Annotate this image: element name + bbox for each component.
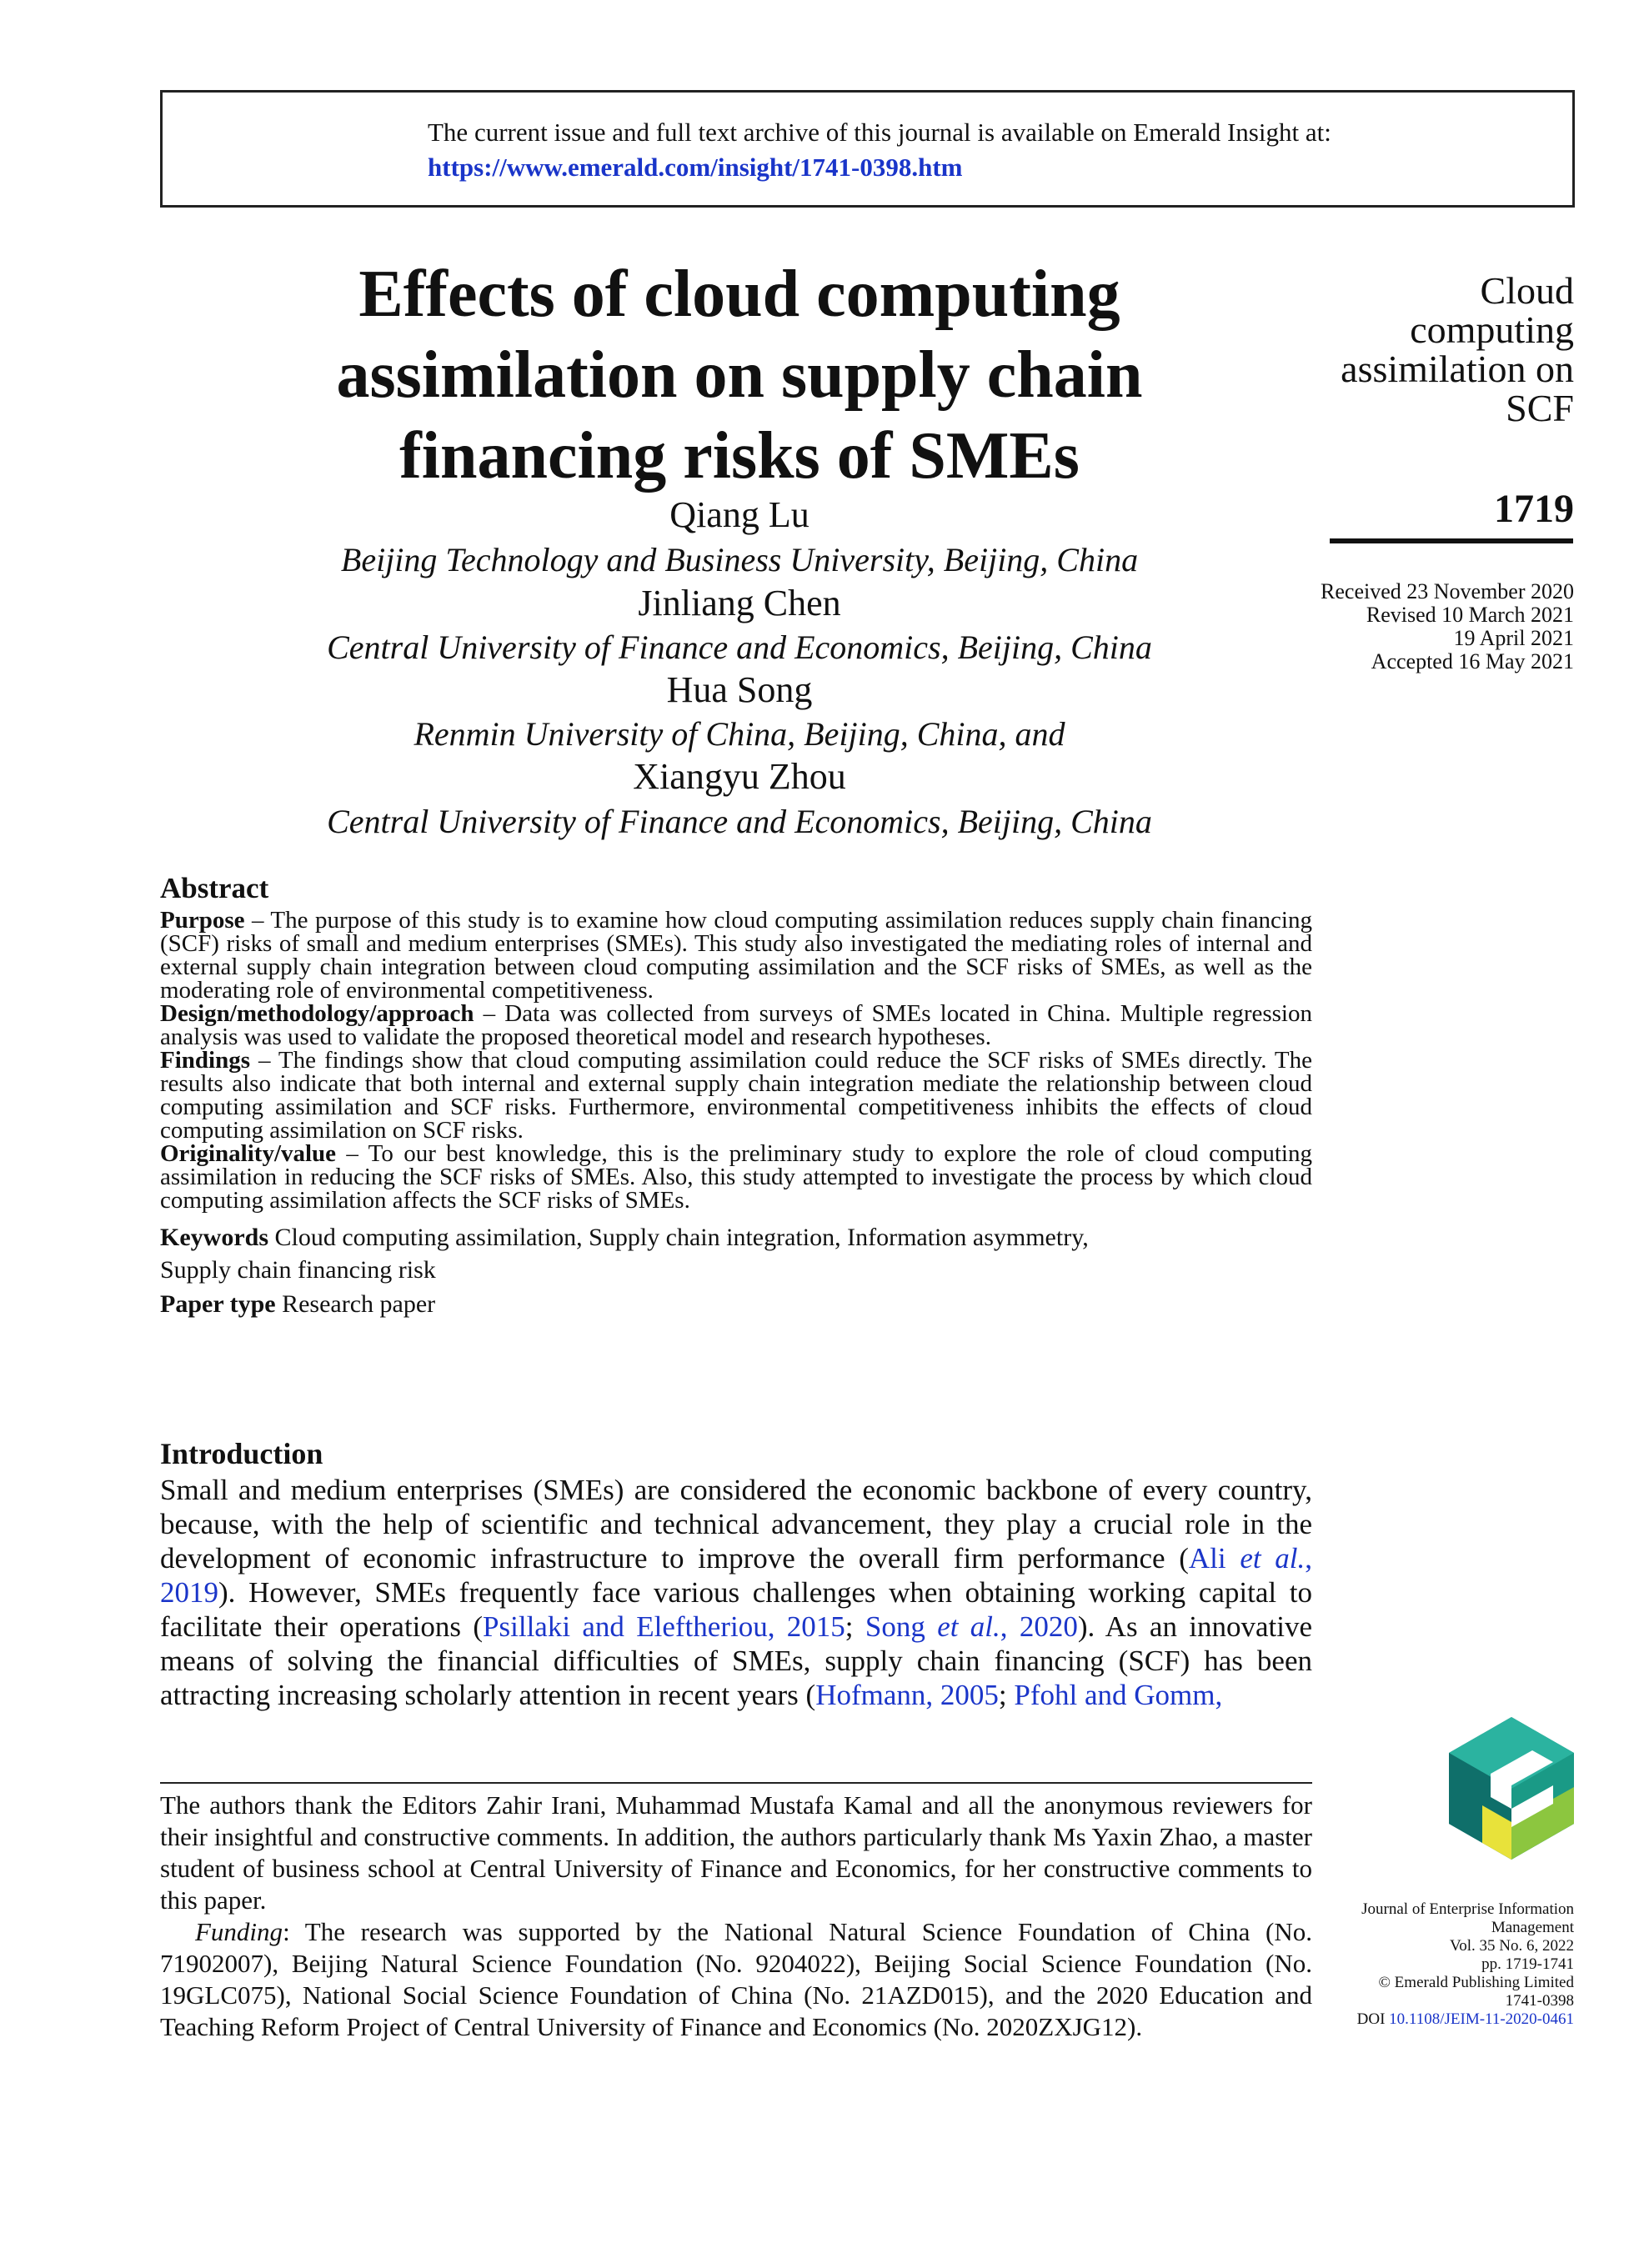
- intro-text: ). As an innovative means of solving the financial difficulties of SMEs, supply chain financing (SCF) has been attracting increasing scholarly attention in recent years (: [160, 1610, 1313, 1711]
- citation-author: Song: [865, 1610, 938, 1643]
- journal-name-cont: Management: [1491, 1919, 1574, 1936]
- title-line: assimilation on supply chain: [336, 338, 1143, 412]
- originality-label: Originality/value: [160, 1140, 337, 1167]
- doi-link[interactable]: 10.1108/JEIM-11-2020-0461: [1389, 2010, 1574, 2028]
- journal-issn: 1741-0398: [1505, 1992, 1574, 2010]
- abstract-design: [160, 1002, 1312, 1049]
- introduction-paragraph: [160, 1473, 1312, 1712]
- author-name: Hua Song: [666, 669, 813, 710]
- author-affiliation: Renmin University of China, Beijing, China, and: [414, 715, 1065, 753]
- article-history: [1321, 580, 1574, 673]
- citation-link[interactable]: [865, 1610, 1078, 1643]
- page-number: 1719: [1494, 487, 1574, 531]
- running-title-line: assimilation on: [1341, 348, 1574, 390]
- history-revised: Revised 10 March 2021: [1366, 603, 1574, 627]
- journal-info: [1324, 1900, 1574, 2029]
- design-text: – Data was collected from surveys of SMEs located in China. Multiple regression analysis was used to validate the proposed theoretical model and research hypotheses.: [160, 1000, 1312, 1050]
- history-revised-2: 19 April 2021: [1453, 626, 1574, 650]
- funding-text: : The research was supported by the National Natural Science Foundation of China (No. 71902007), Beijing Natural Science Foundation (No. 9204022), Beijing Social Science Foundation (No. 19GLC075), National Social Science Foundation of China (No. 21AZD015), and the 2020 Education and Teaching Reform Project of Central University of Finance and Economics (No. 2020ZXJG12).: [160, 1917, 1312, 2041]
- findings-text: – The findings show that cloud computing assimilation could reduce the SCF risks of SMEs directly. The results also indicate that both internal and external supply chain integration mediate the relationship between cloud computing assimilation and SCF risks. Furthermore, environmental competitiveness inhibits the effects of cloud computing assimilation on SCF risks.: [160, 1047, 1312, 1144]
- footnote-section: [160, 1790, 1312, 2043]
- abstract-paper-type: [160, 1287, 1312, 1322]
- citation-year: , 2019: [160, 1542, 1312, 1609]
- purpose-label: Purpose: [160, 907, 245, 934]
- history-received: Received 23 November 2020: [1321, 579, 1574, 603]
- acknowledgement-text: The authors thank the Editors Zahir Irani, Muhammad Mustafa Kamal and all the anonymous reviewers for their insightful and constructive comments. In addition, the authors particularly thank Ms Yaxin Zhao, a master student of business school at Central University of Finance and Economics, for her constructive comments to this paper.: [160, 1790, 1312, 1915]
- side-divider: [1330, 538, 1573, 543]
- banner-text: The current issue and full text archive of this journal is available on Emerald Insight at:: [428, 118, 1331, 147]
- emerald-publishing-logo-icon: [1445, 1715, 1578, 1861]
- running-title-line: SCF: [1506, 387, 1574, 429]
- author-name: Xiangyu Zhou: [633, 756, 846, 797]
- article-title: [160, 254, 1319, 497]
- author-name: Jinliang Chen: [638, 583, 841, 623]
- keywords-label: Keywords: [160, 1224, 268, 1251]
- abstract-findings: [160, 1049, 1312, 1142]
- papertype-label: Paper type: [160, 1290, 276, 1318]
- introduction-section: [160, 1437, 1312, 1712]
- citation-link[interactable]: Hofmann, 2005: [815, 1679, 999, 1711]
- citation-year: , 2020: [1000, 1610, 1078, 1643]
- journal-volume: Vol. 35 No. 6, 2022: [1449, 1937, 1574, 1955]
- running-title-line: Cloud: [1480, 269, 1574, 312]
- originality-text: – To our best knowledge, this is the preliminary study to explore the role of cloud computing assimilation in reducing the SCF risks of SMEs. Also, this study attempted to investigate the process by which cloud computing assimilation affects the SCF risks of SMEs.: [160, 1140, 1312, 1214]
- papertype-text: Research paper: [275, 1290, 436, 1318]
- citation-etal: et al.: [937, 1610, 1000, 1643]
- funding-label: Funding: [195, 1917, 283, 1946]
- intro-text: Small and medium enterprises (SMEs) are considered the economic backbone of every country, because, with the help of scientific and technical advancement, they play a crucial role in the development of economic infrastructure to improve the overall firm performance (: [160, 1474, 1312, 1575]
- footnote-divider: [160, 1782, 1312, 1784]
- running-title: [1274, 271, 1574, 428]
- introduction-heading: Introduction: [160, 1437, 323, 1470]
- citation-link[interactable]: Pfohl and Gomm,: [1014, 1679, 1223, 1711]
- author-name: Qiang Lu: [669, 494, 809, 535]
- journal-name: Journal of Enterprise Information: [1361, 1900, 1574, 1918]
- citation-etal: et al.: [1240, 1542, 1306, 1575]
- journal-copyright: © Emerald Publishing Limited: [1378, 1974, 1574, 1991]
- abstract-purpose: [160, 909, 1312, 1002]
- intro-text: ;: [845, 1610, 865, 1643]
- journal-url-link[interactable]: https://www.emerald.com/insight/1741-0398.htm: [428, 153, 963, 182]
- funding-statement: [160, 1916, 1312, 2043]
- doi-label: DOI: [1356, 2010, 1390, 2028]
- title-line: Effects of cloud computing: [358, 258, 1120, 331]
- author-affiliation: Central University of Finance and Economics, Beijing, China: [327, 628, 1152, 666]
- purpose-text: – The purpose of this study is to examine how cloud computing assimilation reduces supply chain financing (SCF) risks of small and medium enterprises (SMEs). This study also investigated the mediating roles of internal and external supply chain integration between cloud computing assimilation and the SCF risks of SMEs, as well as the moderating role of environmental competitiveness.: [160, 907, 1312, 1004]
- journal-pages: pp. 1719-1741: [1481, 1955, 1574, 1973]
- title-line: financing risks of SMEs: [399, 419, 1080, 493]
- abstract-keywords-cont: Supply chain financing risk: [160, 1256, 436, 1284]
- author-affiliation: Central University of Finance and Economics, Beijing, China: [327, 803, 1152, 840]
- abstract-keywords: [160, 1222, 1312, 1254]
- design-label: Design/methodology/approach: [160, 1000, 474, 1027]
- journal-doi: [1324, 2010, 1574, 2029]
- journal-banner: [160, 90, 1575, 208]
- author-affiliation: Beijing Technology and Business University, Beijing, China: [340, 541, 1139, 578]
- citation-link[interactable]: Psillaki and Eleftheriou, 2015: [483, 1610, 845, 1643]
- abstract-heading: Abstract: [160, 872, 269, 904]
- running-title-line: computing: [1410, 308, 1574, 351]
- abstract-section: [160, 872, 1312, 1322]
- keywords-text: Cloud computing assimilation, Supply chain integration, Information asymmetry,: [268, 1224, 1089, 1251]
- citation-author: Ali: [1188, 1542, 1241, 1575]
- findings-label: Findings: [160, 1047, 250, 1074]
- intro-text: ;: [998, 1679, 1015, 1711]
- intro-text: ). However, SMEs frequently face various challenges when obtaining working capital to facilitate their operations (: [160, 1576, 1312, 1643]
- history-accepted: Accepted 16 May 2021: [1371, 649, 1574, 673]
- abstract-originality: [160, 1142, 1312, 1212]
